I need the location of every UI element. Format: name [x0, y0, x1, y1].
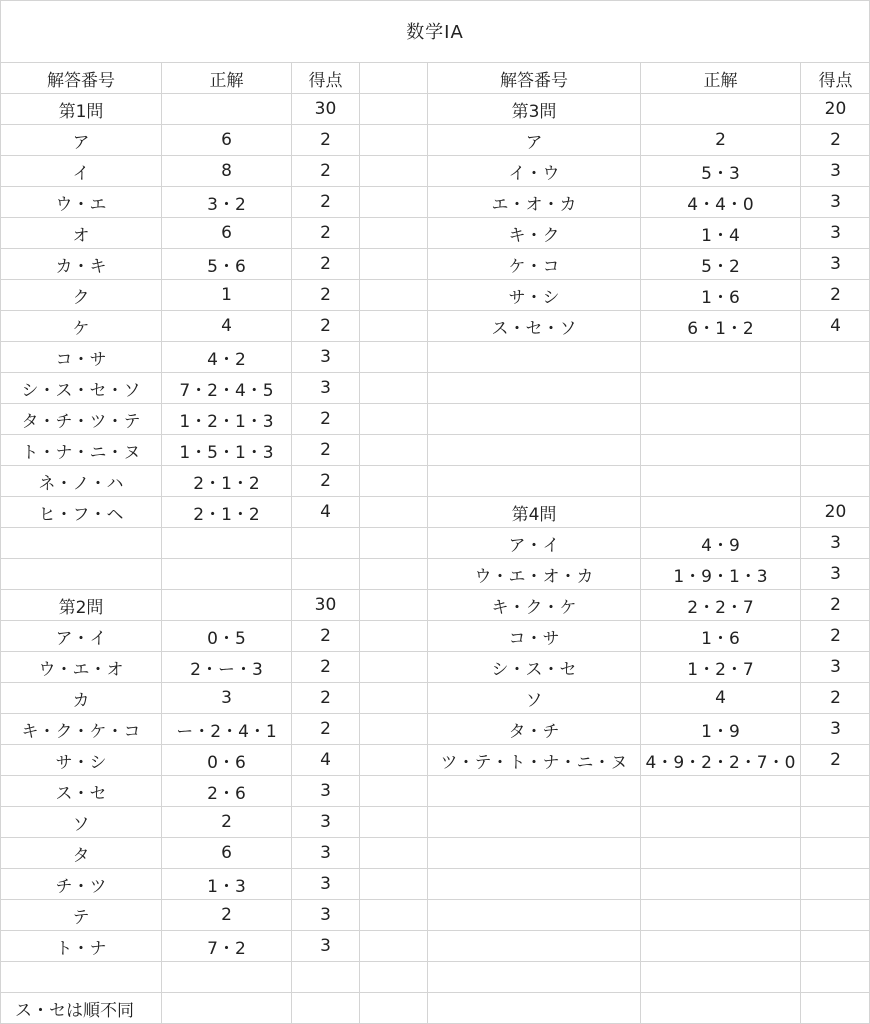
right-answer-no-cell	[428, 993, 641, 1024]
left-answer-no-cell: ケ	[1, 311, 162, 342]
table-row	[1, 435, 870, 466]
spacer-cell	[360, 652, 428, 683]
right-answer-no-cell: イ・ウ	[428, 156, 641, 187]
spacer-cell	[360, 280, 428, 311]
spacer-cell	[360, 993, 428, 1024]
spacer-cell	[360, 776, 428, 807]
right-correct-cell: 5・3	[641, 156, 801, 187]
spacer-cell	[360, 466, 428, 497]
table-row	[1, 559, 870, 590]
right-correct-cell	[641, 435, 801, 466]
right-score-cell	[801, 807, 870, 838]
spacer-cell	[360, 559, 428, 590]
left-score-cell	[292, 528, 360, 559]
table-row	[1, 497, 870, 528]
table-row	[1, 311, 870, 342]
left-correct-cell	[162, 590, 292, 621]
table-row	[1, 807, 870, 838]
left-score-cell: 3	[292, 807, 360, 838]
left-answer-no-cell: タ・チ・ツ・テ	[1, 404, 162, 435]
table-row	[1, 838, 870, 869]
right-score-cell: 20	[801, 94, 870, 125]
right-score-cell: 3	[801, 559, 870, 590]
table-row	[1, 621, 870, 652]
left-score-cell: 2	[292, 280, 360, 311]
header-correct-left: 正解	[162, 63, 292, 94]
right-answer-no-cell	[428, 435, 641, 466]
left-correct-cell: 0・5	[162, 621, 292, 652]
table-row	[1, 466, 870, 497]
left-answer-no-cell: ト・ナ・ニ・ヌ	[1, 435, 162, 466]
right-score-cell: 3	[801, 187, 870, 218]
left-answer-no-cell: ス・セ	[1, 776, 162, 807]
table-row	[1, 776, 870, 807]
right-score-cell	[801, 435, 870, 466]
left-score-cell: 2	[292, 435, 360, 466]
header-score-left: 得点	[292, 63, 360, 94]
table-row	[1, 249, 870, 280]
left-correct-cell: 2・6	[162, 776, 292, 807]
spacer-cell	[360, 404, 428, 435]
table-row	[1, 869, 870, 900]
right-correct-cell: 1・4	[641, 218, 801, 249]
left-correct-cell: 2・1・2	[162, 466, 292, 497]
right-correct-cell: 1・6	[641, 280, 801, 311]
right-answer-no-cell: サ・シ	[428, 280, 641, 311]
left-answer-no-cell	[1, 559, 162, 590]
spacer-cell	[360, 63, 428, 94]
left-score-cell: 3	[292, 776, 360, 807]
left-answer-no-cell: オ	[1, 218, 162, 249]
right-score-cell: 4	[801, 311, 870, 342]
right-answer-no-cell: 第3問	[428, 94, 641, 125]
left-score-cell	[292, 559, 360, 590]
right-correct-cell: 1・6	[641, 621, 801, 652]
table-row	[1, 156, 870, 187]
left-score-cell: 3	[292, 838, 360, 869]
spacer-cell	[360, 962, 428, 993]
left-answer-no-cell: ス・セは順不同	[1, 993, 162, 1024]
left-answer-no-cell: コ・サ	[1, 342, 162, 373]
table-row	[1, 652, 870, 683]
right-score-cell: 2	[801, 590, 870, 621]
right-answer-no-cell: ア	[428, 125, 641, 156]
left-answer-no-cell: カ・キ	[1, 249, 162, 280]
spacer-cell	[360, 745, 428, 776]
right-score-cell	[801, 962, 870, 993]
right-score-cell	[801, 342, 870, 373]
page-title: 数学ⅠA	[406, 22, 464, 43]
left-correct-cell	[162, 528, 292, 559]
right-correct-cell: 6・1・2	[641, 311, 801, 342]
left-answer-no-cell: 第2問	[1, 590, 162, 621]
left-correct-cell: 6	[162, 218, 292, 249]
right-answer-no-cell: コ・サ	[428, 621, 641, 652]
left-correct-cell: 2	[162, 807, 292, 838]
left-correct-cell: 4・2	[162, 342, 292, 373]
right-answer-no-cell: シ・ス・セ	[428, 652, 641, 683]
left-correct-cell	[162, 94, 292, 125]
right-correct-cell	[641, 94, 801, 125]
left-correct-cell: 3	[162, 683, 292, 714]
left-correct-cell: 6	[162, 125, 292, 156]
right-score-cell	[801, 466, 870, 497]
spacer-cell	[360, 156, 428, 187]
left-answer-no-cell: シ・ス・セ・ソ	[1, 373, 162, 404]
right-score-cell	[801, 993, 870, 1024]
spacer-cell	[360, 900, 428, 931]
table-row	[1, 125, 870, 156]
spacer-cell	[360, 435, 428, 466]
left-score-cell: 2	[292, 652, 360, 683]
right-answer-no-cell	[428, 342, 641, 373]
right-answer-no-cell	[428, 900, 641, 931]
header-score-right: 得点	[801, 63, 870, 94]
left-answer-no-cell: チ・ツ	[1, 869, 162, 900]
right-answer-no-cell: キ・ク	[428, 218, 641, 249]
left-answer-no-cell: ク	[1, 280, 162, 311]
left-score-cell	[292, 962, 360, 993]
right-correct-cell	[641, 497, 801, 528]
right-correct-cell	[641, 776, 801, 807]
left-correct-cell: 5・6	[162, 249, 292, 280]
spacer-cell	[360, 249, 428, 280]
table-row	[1, 745, 870, 776]
left-answer-no-cell: 第1問	[1, 94, 162, 125]
right-answer-no-cell: ウ・エ・オ・カ	[428, 559, 641, 590]
spacer-cell	[360, 714, 428, 745]
right-answer-no-cell	[428, 869, 641, 900]
right-correct-cell	[641, 962, 801, 993]
left-score-cell: 2	[292, 125, 360, 156]
header-answer-no-left: 解答番号	[1, 63, 162, 94]
left-correct-cell: 1・3	[162, 869, 292, 900]
right-score-cell	[801, 776, 870, 807]
right-correct-cell	[641, 404, 801, 435]
right-answer-no-cell: キ・ク・ケ	[428, 590, 641, 621]
left-answer-no-cell: ヒ・フ・ヘ	[1, 497, 162, 528]
right-correct-cell	[641, 466, 801, 497]
right-score-cell: 3	[801, 528, 870, 559]
right-correct-cell	[641, 931, 801, 962]
right-score-cell	[801, 404, 870, 435]
right-score-cell: 3	[801, 652, 870, 683]
right-correct-cell	[641, 900, 801, 931]
right-answer-no-cell	[428, 962, 641, 993]
right-score-cell: 3	[801, 249, 870, 280]
left-correct-cell: 3・2	[162, 187, 292, 218]
table-row	[1, 280, 870, 311]
right-answer-no-cell	[428, 373, 641, 404]
left-correct-cell: 7・2	[162, 931, 292, 962]
right-correct-cell: 5・2	[641, 249, 801, 280]
table-row	[1, 900, 870, 931]
left-answer-no-cell: イ	[1, 156, 162, 187]
answer-table	[0, 62, 870, 1024]
spacer-cell	[360, 807, 428, 838]
left-score-cell: 3	[292, 342, 360, 373]
left-score-cell: 4	[292, 745, 360, 776]
left-score-cell	[292, 993, 360, 1024]
spacer-cell	[360, 94, 428, 125]
answer-table-body	[1, 63, 870, 1024]
left-answer-no-cell: ウ・エ・オ	[1, 652, 162, 683]
table-row	[1, 404, 870, 435]
left-score-cell: 4	[292, 497, 360, 528]
left-answer-no-cell: カ	[1, 683, 162, 714]
spacer-cell	[360, 311, 428, 342]
right-correct-cell	[641, 993, 801, 1024]
right-correct-cell	[641, 807, 801, 838]
left-answer-no-cell: ト・ナ	[1, 931, 162, 962]
left-answer-no-cell: ネ・ノ・ハ	[1, 466, 162, 497]
right-correct-cell: 2・2・7	[641, 590, 801, 621]
right-correct-cell: 2	[641, 125, 801, 156]
left-answer-no-cell	[1, 962, 162, 993]
right-answer-no-cell	[428, 404, 641, 435]
spacer-cell	[360, 373, 428, 404]
spacer-cell	[360, 497, 428, 528]
spacer-cell	[360, 218, 428, 249]
right-correct-cell: 1・9	[641, 714, 801, 745]
left-score-cell: 30	[292, 590, 360, 621]
spacer-cell	[360, 342, 428, 373]
left-correct-cell: 8	[162, 156, 292, 187]
left-score-cell: 2	[292, 404, 360, 435]
table-row	[1, 962, 870, 993]
left-correct-cell: 6	[162, 838, 292, 869]
left-score-cell: 2	[292, 156, 360, 187]
spacer-cell	[360, 528, 428, 559]
right-answer-no-cell: ア・イ	[428, 528, 641, 559]
table-row	[1, 528, 870, 559]
left-score-cell: 2	[292, 466, 360, 497]
right-answer-no-cell: ケ・コ	[428, 249, 641, 280]
right-answer-no-cell: タ・チ	[428, 714, 641, 745]
right-answer-no-cell: 第4問	[428, 497, 641, 528]
right-score-cell: 2	[801, 745, 870, 776]
spacer-cell	[360, 931, 428, 962]
left-score-cell: 2	[292, 621, 360, 652]
left-answer-no-cell: ア	[1, 125, 162, 156]
left-answer-no-cell: ソ	[1, 807, 162, 838]
right-score-cell: 3	[801, 218, 870, 249]
right-correct-cell: 1・2・7	[641, 652, 801, 683]
header-answer-no-right: 解答番号	[428, 63, 641, 94]
left-correct-cell	[162, 993, 292, 1024]
right-correct-cell: 4	[641, 683, 801, 714]
left-correct-cell: 0・6	[162, 745, 292, 776]
right-correct-cell: 4・9	[641, 528, 801, 559]
spacer-cell	[360, 590, 428, 621]
right-correct-cell	[641, 838, 801, 869]
spacer-cell	[360, 621, 428, 652]
right-score-cell	[801, 900, 870, 931]
left-correct-cell	[162, 962, 292, 993]
right-correct-cell: 4・4・0	[641, 187, 801, 218]
left-score-cell: 2	[292, 714, 360, 745]
left-correct-cell: 2・1・2	[162, 497, 292, 528]
left-correct-cell: 1・2・1・3	[162, 404, 292, 435]
left-answer-no-cell: テ	[1, 900, 162, 931]
table-row	[1, 714, 870, 745]
spacer-cell	[360, 683, 428, 714]
right-score-cell: 2	[801, 280, 870, 311]
left-correct-cell: 2・ー・3	[162, 652, 292, 683]
left-answer-no-cell: キ・ク・ケ・コ	[1, 714, 162, 745]
right-correct-cell: 1・9・1・3	[641, 559, 801, 590]
left-answer-no-cell: サ・シ	[1, 745, 162, 776]
right-correct-cell	[641, 869, 801, 900]
left-score-cell: 2	[292, 218, 360, 249]
right-answer-no-cell: ツ・テ・ト・ナ・ニ・ヌ	[428, 745, 641, 776]
left-correct-cell: 1	[162, 280, 292, 311]
spacer-cell	[360, 125, 428, 156]
right-score-cell	[801, 838, 870, 869]
table-row	[1, 187, 870, 218]
right-answer-no-cell: ス・セ・ソ	[428, 311, 641, 342]
right-correct-cell	[641, 373, 801, 404]
left-score-cell: 3	[292, 900, 360, 931]
table-row	[1, 590, 870, 621]
left-correct-cell: 4	[162, 311, 292, 342]
table-row	[1, 342, 870, 373]
spacer-cell	[360, 187, 428, 218]
right-correct-cell: 4・9・2・2・7・0	[641, 745, 801, 776]
left-score-cell: 2	[292, 187, 360, 218]
left-score-cell: 2	[292, 311, 360, 342]
right-score-cell	[801, 869, 870, 900]
table-row	[1, 931, 870, 962]
left-correct-cell: 7・2・4・5	[162, 373, 292, 404]
left-answer-no-cell: ウ・エ	[1, 187, 162, 218]
right-answer-no-cell	[428, 466, 641, 497]
spacer-cell	[360, 838, 428, 869]
left-answer-no-cell	[1, 528, 162, 559]
header-correct-right: 正解	[641, 63, 801, 94]
left-correct-cell: 1・5・1・3	[162, 435, 292, 466]
right-score-cell: 2	[801, 125, 870, 156]
left-score-cell: 3	[292, 373, 360, 404]
table-row	[1, 993, 870, 1024]
right-answer-no-cell	[428, 931, 641, 962]
left-score-cell: 30	[292, 94, 360, 125]
right-answer-no-cell	[428, 776, 641, 807]
table-row	[1, 94, 870, 125]
right-score-cell: 3	[801, 156, 870, 187]
left-correct-cell: 2	[162, 900, 292, 931]
left-correct-cell	[162, 559, 292, 590]
right-answer-no-cell: ソ	[428, 683, 641, 714]
right-score-cell: 2	[801, 683, 870, 714]
right-correct-cell	[641, 342, 801, 373]
left-answer-no-cell: ア・イ	[1, 621, 162, 652]
spacer-cell	[360, 869, 428, 900]
right-score-cell	[801, 373, 870, 404]
header-row	[1, 63, 870, 94]
right-answer-no-cell	[428, 838, 641, 869]
left-answer-no-cell: タ	[1, 838, 162, 869]
right-score-cell	[801, 931, 870, 962]
table-row	[1, 683, 870, 714]
right-answer-no-cell	[428, 807, 641, 838]
table-row	[1, 373, 870, 404]
left-score-cell: 2	[292, 683, 360, 714]
left-correct-cell: ー・2・4・1	[162, 714, 292, 745]
left-score-cell: 3	[292, 869, 360, 900]
right-answer-no-cell: エ・オ・カ	[428, 187, 641, 218]
table-row	[1, 218, 870, 249]
right-score-cell: 3	[801, 714, 870, 745]
right-score-cell: 2	[801, 621, 870, 652]
right-score-cell: 20	[801, 497, 870, 528]
left-score-cell: 3	[292, 931, 360, 962]
left-score-cell: 2	[292, 249, 360, 280]
